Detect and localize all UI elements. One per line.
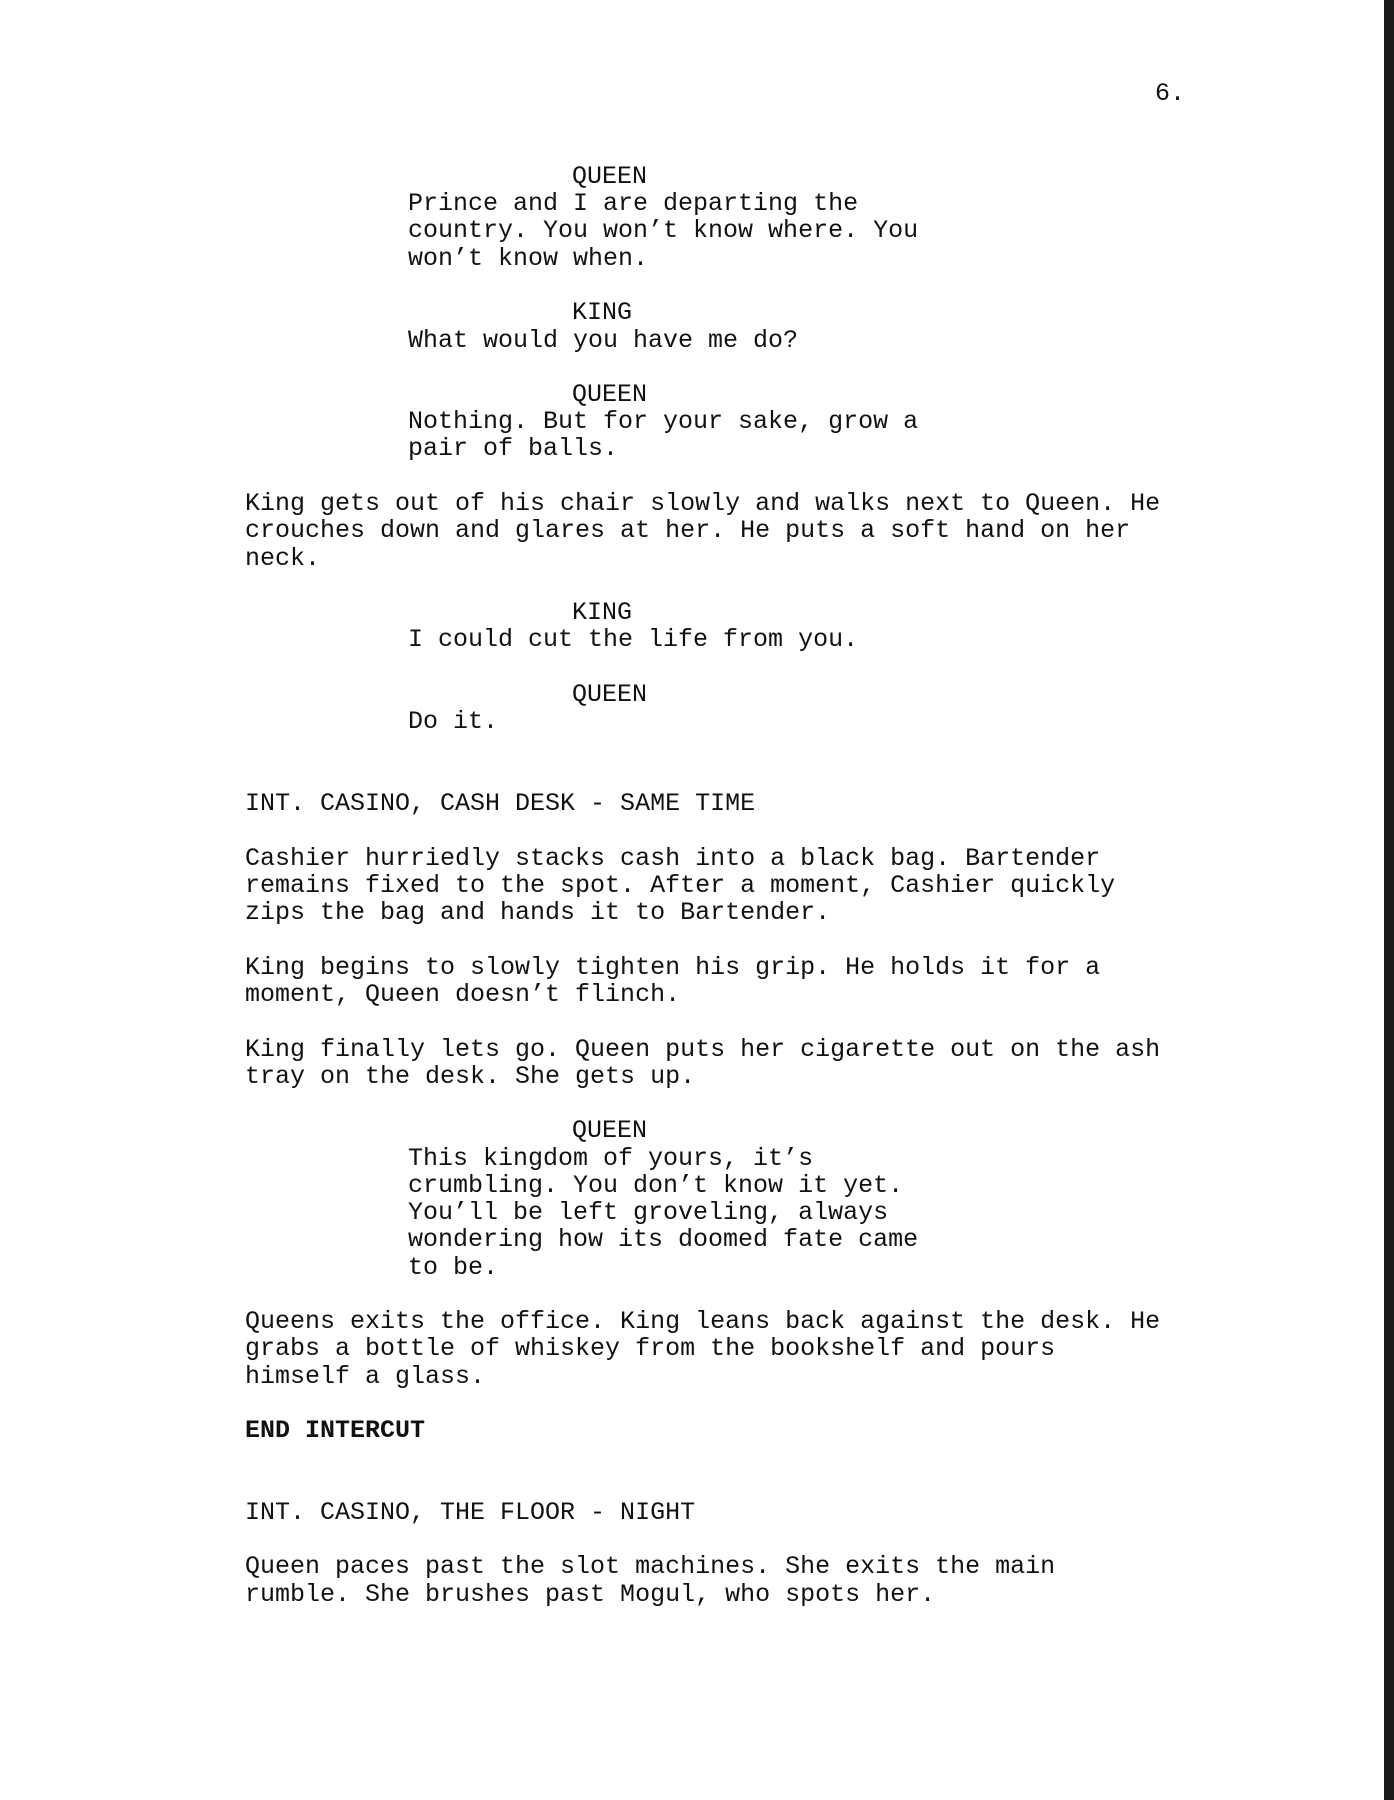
- action-line: crouches down and glares at her. He puts a soft hand on her: [245, 516, 1131, 545]
- dialogue-line: I could cut the life from you.: [408, 625, 859, 654]
- action-line: remains fixed to the spot. After a moment, Cashier quickly: [245, 871, 1116, 900]
- action-line: Cashier hurriedly stacks cash into a black bag. Bartender: [245, 844, 1101, 873]
- action-line: Queen paces past the slot machines. She exits the main: [245, 1552, 1056, 1581]
- action-line: zips the bag and hands it to Bartender.: [245, 898, 831, 927]
- character-name: QUEEN: [572, 380, 648, 409]
- character-name: QUEEN: [572, 1116, 648, 1145]
- page-number: 6.: [1155, 79, 1186, 108]
- character-name: QUEEN: [572, 680, 648, 709]
- action-line: himself a glass.: [245, 1362, 486, 1391]
- dialogue-line: What would you have me do?: [408, 326, 799, 355]
- action-line: neck.: [245, 544, 321, 573]
- dialogue-line: wondering how its doomed fate came: [408, 1225, 919, 1254]
- dialogue-line: to be.: [408, 1253, 499, 1282]
- dialogue-line: Prince and I are departing the: [408, 189, 859, 218]
- dialogue-line: crumbling. You don’t know it yet.: [408, 1171, 904, 1200]
- scene-heading: INT. CASINO, CASH DESK - SAME TIME: [245, 789, 756, 818]
- page-right-edge: [1384, 0, 1394, 1800]
- action-line: Queens exits the office. King leans back against the desk. He: [245, 1307, 1161, 1336]
- action-line: King finally lets go. Queen puts her cigarette out on the ash: [245, 1035, 1161, 1064]
- transition: END INTERCUT: [245, 1416, 426, 1445]
- dialogue-line: You’ll be left groveling, always: [408, 1198, 889, 1227]
- dialogue-line: Do it.: [408, 707, 499, 736]
- dialogue-line: country. You won’t know where. You: [408, 216, 919, 245]
- action-line: tray on the desk. She gets up.: [245, 1062, 696, 1091]
- action-line: moment, Queen doesn’t flinch.: [245, 980, 681, 1009]
- dialogue-line: won’t know when.: [408, 244, 649, 273]
- action-line: King gets out of his chair slowly and walks next to Queen. He: [245, 489, 1161, 518]
- dialogue-line: This kingdom of yours, it’s: [408, 1144, 814, 1173]
- action-line: King begins to slowly tighten his grip. He holds it for a: [245, 953, 1101, 982]
- character-name: KING: [572, 298, 633, 327]
- character-name: QUEEN: [572, 162, 648, 191]
- action-line: grabs a bottle of whiskey from the bookshelf and pours: [245, 1334, 1056, 1363]
- action-line: rumble. She brushes past Mogul, who spots her.: [245, 1580, 936, 1609]
- dialogue-line: Nothing. But for your sake, grow a: [408, 407, 919, 436]
- character-name: KING: [572, 598, 633, 627]
- scene-heading: INT. CASINO, THE FLOOR - NIGHT: [245, 1498, 696, 1527]
- dialogue-line: pair of balls.: [408, 434, 619, 463]
